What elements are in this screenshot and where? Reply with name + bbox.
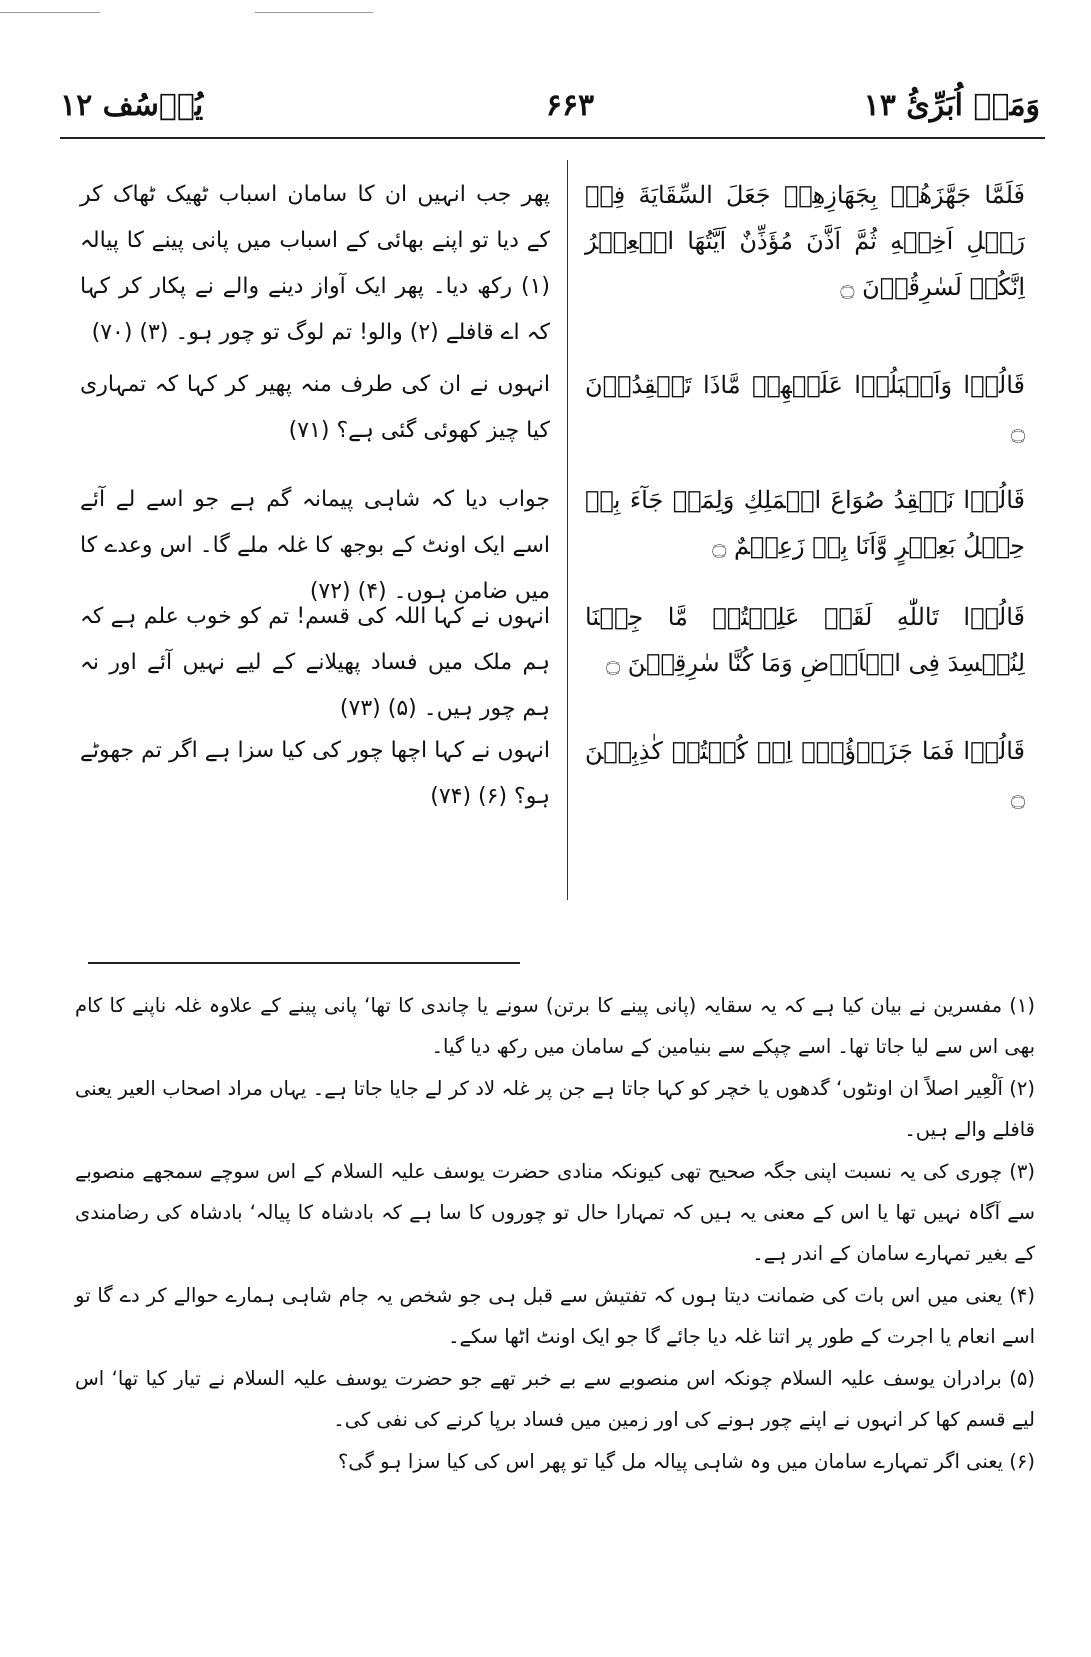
translation-verse-72: جواب دیا کہ شاہی پیمانہ گم ہے جو اسے لے آئے اسے ایک اونٹ کے بوجھ کا غلہ ملے گا۔ اس وعدے کا میں ضامن ہوں۔ (۴) (۷۲)	[80, 487, 550, 604]
arabic-verse-72: قَالُوۡا نَفۡقِدُ صُوَاعَ الۡمَلِكِ وَلِمَنۡ جَآءَ بِهٖ حِمۡلُ بَعِيۡرٍ وَّاَنَا بِهٖ زَعِيۡمٌ ۝	[585, 486, 1025, 560]
column-divider	[567, 160, 568, 900]
top-rule-right	[255, 12, 373, 13]
page-number: ۶۶۳	[545, 88, 595, 123]
footnote-1: (۱) مفسرین نے بیان کیا ہے کہ یہ سقایہ (پانی پینے کا برتن) سونے یا چاندی کا تھا‘ پانی پینے کے علاوہ غلہ ناپنے کا کام بھی اس سے لیا جاتا تھا۔ اسے چپکے سے بنیامین کے سامان میں رکھ دیا گیا۔	[75, 994, 1035, 1058]
footnote-2: (۲) اَلْعِیر اصلاً ان اونٹوں‘ گدھوں یا خچر کو کہا جاتا ہے جن پر غلہ لاد کر لے جایا جاتا ہے۔ یہاں مراد اصحاب العیر یعنی قافلے والے ہیں۔	[75, 1077, 1035, 1141]
header-juz: وَمَاۤ اُبَرِّئُ ۱۳	[863, 88, 1040, 123]
urdu-translation-column	[80, 172, 550, 808]
footnotes	[75, 985, 1035, 1483]
header-surah: یُوۡسُف ۱۲	[60, 88, 204, 123]
translation-verse-73: انہوں نے کہا اللہ کی قسم! تم کو خوب علم ہے کہ ہم ملک میں فساد پھیلانے کے لیے نہیں آئے اور نہ ہم چور ہیں۔ (۵) (۷۳)	[80, 604, 550, 721]
footnote-3: (۳) چوری کی یہ نسبت اپنی جگہ صحیح تھی کیونکہ منادی حضرت یوسف علیہ السلام کے اس سوچے سمجھے منصوبے سے آگاہ نہیں تھا یا اس کے معنی یہ ہیں کہ تمہارا حال تو چوروں کا سا ہے کہ بادشاہ کا پیالہ‘ بادشاہ کی رضامندی کے بغیر تمہارے سامان کے اندر ہے۔	[75, 1160, 1035, 1265]
footnote-4: (۴) یعنی میں اس بات کی ضمانت دیتا ہوں کہ تفتیش سے قبل ہی جو شخص یہ جام شاہی ہمارے حوالے کر دے گا تو اسے انعام یا اجرت کے طور پر اتنا غلہ دیا جائے گا جو ایک اونٹ اٹھا سکے۔	[75, 1284, 1035, 1348]
arabic-verse-74: قَالُوۡا فَمَا جَزَاۤؤُهٗۤ اِنۡ كُنۡتُمۡ كٰذِبِيۡنَ ۝	[585, 737, 1025, 811]
arabic-verse-70: فَلَمَّا جَهَّزَهُمۡ بِجَهَازِهِمۡ جَعَلَ السِّقَايَةَ فِيۡ رَحۡلِ اَخِيۡهِ ثُمَّ اَذَّنَ مُؤَذِّنٌ اَيَّتُهَا الۡعِيۡرُ اِنَّكُمۡ لَسٰرِقُوۡنَ ۝	[585, 181, 1025, 301]
translation-verse-71: انہوں نے ان کی طرف منہ پھیر کر کہا کہ تمہاری کیا چیز کھوئی گئی ہے؟ (۷۱)	[80, 372, 550, 443]
page-header	[60, 88, 1040, 138]
top-rule-left	[0, 12, 100, 13]
footnote-5: (۵) برادران یوسف علیہ السلام چونکہ اس منصوبے سے بے خبر تھے جو حضرت یوسف علیہ السلام نے تیار کیا تھا‘ اس لیے قسم کھا کر انہوں نے اپنے چور ہونے کی اور زمین میں فساد برپا کرنے کی نفی کی۔	[75, 1367, 1035, 1431]
arabic-verse-73: قَالُوۡا تَاللّٰهِ لَقَدۡ عَلِمۡتُمۡ مَّا جِئۡنَا لِنُفۡسِدَ فِى الۡاَرۡضِ وَمَا كُنَّا سٰرِقِيۡنَ ۝	[585, 603, 1025, 677]
header-rule	[60, 137, 1045, 139]
arabic-verses-column	[585, 172, 1025, 811]
arabic-verse-71: قَالُوۡا وَاَقۡبَلُوۡا عَلَيۡهِمۡ مَّاذَا تَفۡقِدُوۡنَ ۝	[585, 371, 1025, 445]
translation-verse-74: انہوں نے کہا اچھا چور کی کیا سزا ہے اگر تم جھوٹے ہو؟ (۶) (۷۴)	[80, 738, 550, 809]
footnote-6: (۶) یعنی اگر تمہارے سامان میں وہ شاہی پیالہ مل گیا تو پھر اس کی کیا سزا ہو گی؟	[338, 1450, 1035, 1473]
translation-verse-70: پھر جب انہیں ان کا سامان اسباب ٹھیک ٹھاک کر کے دیا تو اپنے بھائی کے اسباب میں پانی پینے کا پیالہ (۱) رکھ دیا۔ پھر ایک آواز دینے والے نے پکار کر کہا کہ اے قافلے (۲) والو! تم لوگ تو چور ہو۔ (۳) (۷۰)	[80, 182, 550, 345]
footnote-rule	[88, 962, 520, 964]
